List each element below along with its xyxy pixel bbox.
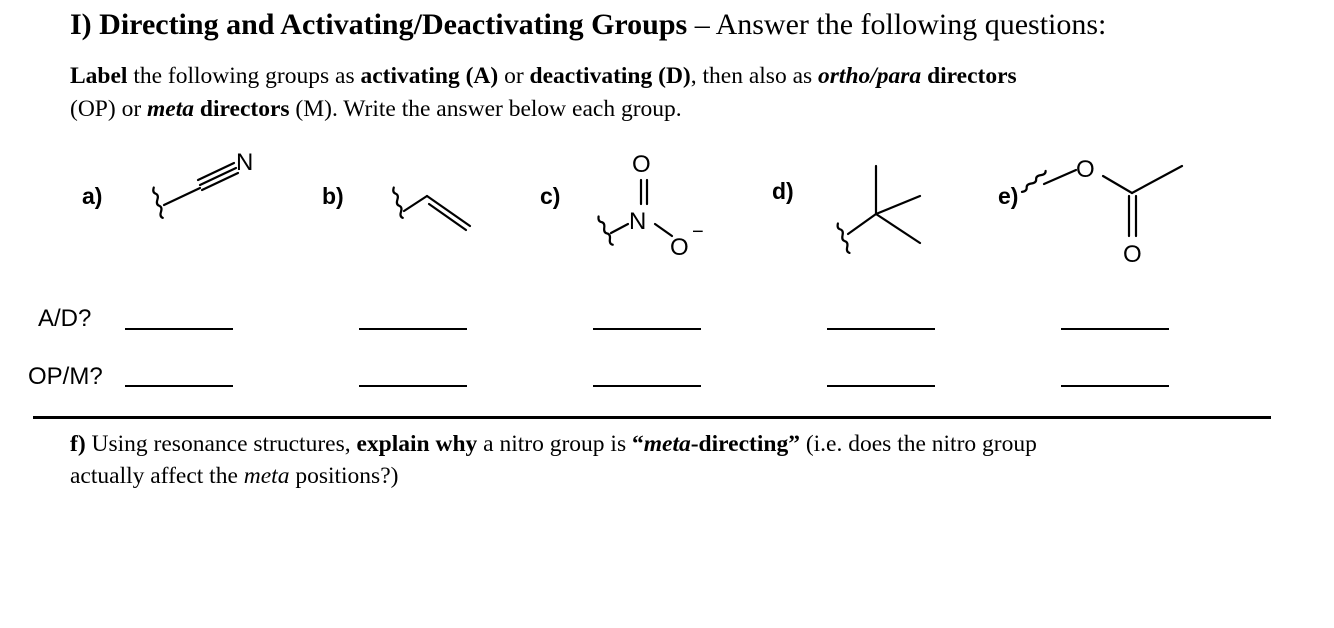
instr-label-word: Label	[70, 63, 128, 89]
answer-blank-b-opm[interactable]	[359, 385, 467, 387]
structure-a-nitrile	[145, 163, 238, 218]
structure-a-label: a)	[82, 183, 103, 209]
title-rest: – Answer the following questions:	[687, 8, 1107, 41]
answer-blank-e-opm[interactable]	[1061, 385, 1169, 387]
instr-deactivating: deactivating (D)	[529, 63, 691, 89]
instr-text: or	[498, 63, 530, 89]
qf-explain-why: explain why	[356, 431, 478, 457]
bond-line	[1103, 176, 1132, 193]
opm-row-label: OP/M?	[28, 363, 103, 390]
atom-o-ester: O	[1076, 156, 1095, 183]
question-f-line-2	[70, 460, 1270, 492]
double-bond-line	[429, 204, 466, 230]
qf-text: a nitro group is	[477, 431, 632, 457]
instr-directors: directors	[921, 63, 1017, 89]
wavy-bond-icon	[1022, 166, 1046, 197]
bond-line	[1044, 170, 1076, 184]
bond-line	[611, 224, 628, 233]
structure-d-tert-butyl	[830, 166, 920, 253]
question-f	[70, 428, 1270, 492]
ad-row-label: A/D?	[38, 305, 92, 332]
answer-blank-d-ad[interactable]	[827, 328, 935, 330]
answer-blank-c-opm[interactable]	[593, 385, 701, 387]
bond-line	[404, 196, 427, 211]
structure-c-label: c)	[540, 183, 561, 209]
instr-directors: directors	[194, 96, 290, 122]
structure-e-label: e)	[998, 183, 1019, 209]
question-f-number: f)	[70, 431, 86, 457]
atom-n-nitrile: N	[236, 149, 254, 176]
bond-line	[848, 214, 876, 234]
instr-text: (M). Write the answer below each group.	[289, 96, 682, 122]
instr-activating: activating (A)	[360, 63, 499, 89]
qf-text: Using resonance structures,	[85, 431, 357, 457]
instr-text: , then also as	[690, 63, 819, 89]
bond-line	[1132, 166, 1182, 193]
atom-n-nitro: N	[629, 208, 647, 235]
title-bold: I) Directing and Activating/Deactivating Groups	[70, 8, 688, 41]
answer-blank-b-ad[interactable]	[359, 328, 467, 330]
bond-line	[876, 214, 920, 243]
qf-text: actually affect the	[70, 463, 244, 489]
instr-meta: meta	[147, 96, 195, 122]
answer-blank-e-ad[interactable]	[1061, 328, 1169, 330]
answer-blank-d-opm[interactable]	[827, 385, 935, 387]
atom-o-nitro-top: O	[632, 151, 651, 178]
question-f-line-1	[70, 428, 1270, 460]
section-divider	[33, 416, 1271, 419]
instr-text: the following groups as	[127, 63, 361, 89]
qf-quote-open: “	[631, 431, 644, 457]
wavy-bond-icon	[385, 188, 411, 219]
qf-text: positions?)	[289, 463, 399, 489]
qf-directing: -directing”	[690, 431, 800, 457]
qf-text: (i.e. does the nitro group	[799, 431, 1037, 457]
atom-o-nitro-minus: O	[670, 234, 689, 261]
bond-line	[164, 188, 200, 205]
qf-meta-italic: meta	[243, 463, 290, 489]
instr-text: (OP) or	[70, 96, 148, 122]
answer-blank-a-opm[interactable]	[125, 385, 233, 387]
structure-e-ester	[1022, 166, 1182, 236]
bond-line	[876, 196, 920, 214]
wavy-bond-icon	[830, 223, 857, 253]
qf-meta: meta	[643, 431, 691, 457]
answer-blank-c-ad[interactable]	[593, 328, 701, 330]
double-bond-line	[427, 196, 470, 226]
instr-ortho-para: ortho/para	[818, 63, 922, 89]
atom-o-carbonyl: O	[1123, 241, 1142, 268]
answer-blank-a-ad[interactable]	[125, 328, 233, 330]
negative-charge: −	[692, 221, 704, 243]
structure-d-label: d)	[772, 178, 794, 204]
structure-b-label: b)	[322, 183, 344, 209]
structure-b-vinyl	[385, 188, 470, 230]
